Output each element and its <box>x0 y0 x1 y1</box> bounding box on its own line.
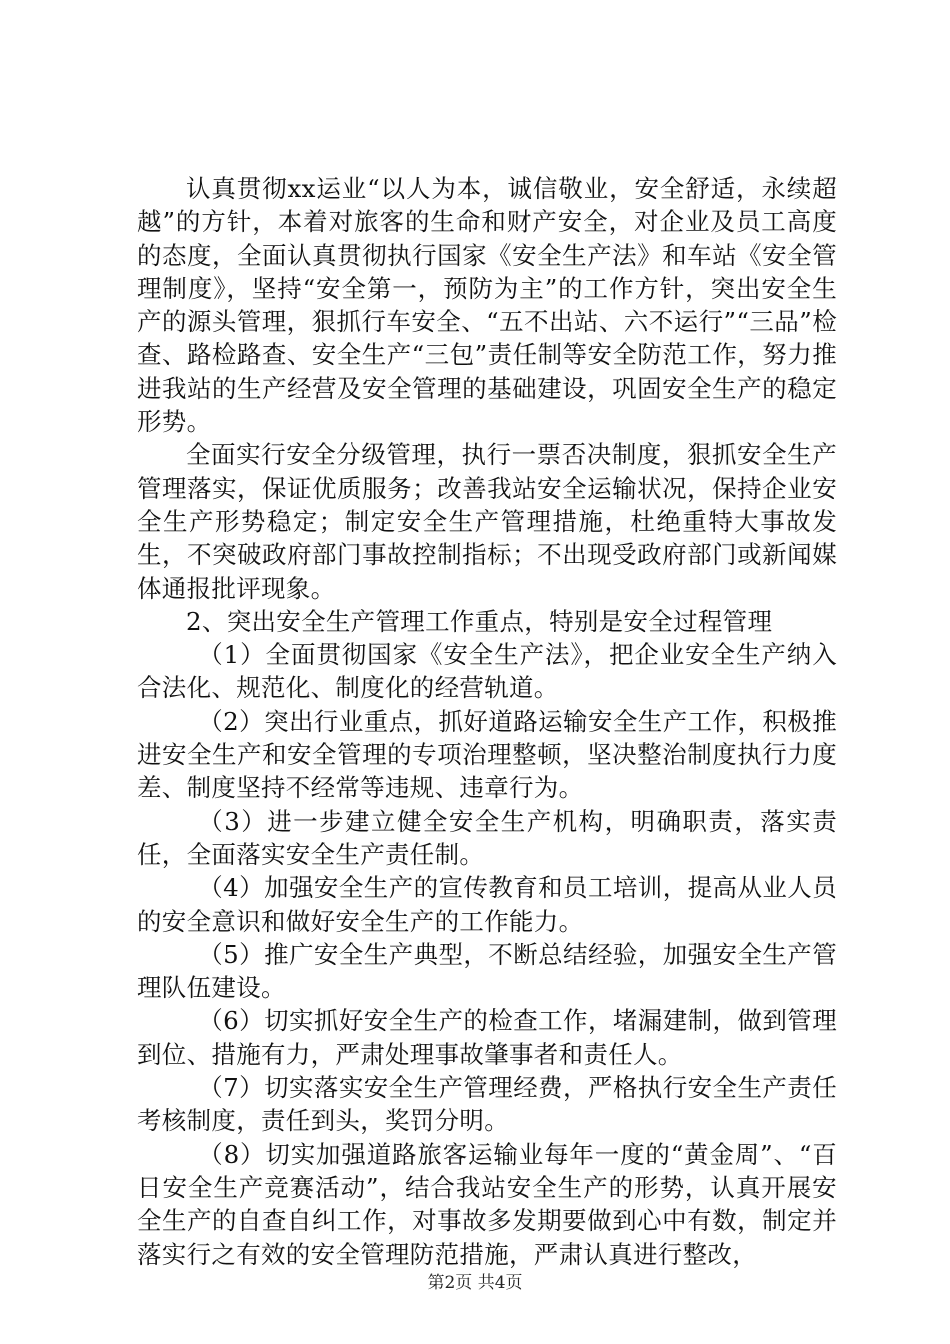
page-footer <box>0 1272 950 1294</box>
list-item: （5）推广安全生产典型，不断总结经验，加强安全生产管理队伍建设。 <box>137 939 837 1003</box>
list-item: （1）全面贯彻国家《安全生产法》，把企业安全生产纳入合法化、规范化、制度化的经营轨道。 <box>137 640 837 703</box>
paragraph-objectives: 全面实行安全分级管理，执行一票否决制度，狠抓安全生产管理落实，保证优质服务；改善我站安全运输状况，保持企业安全生产形势稳定；制定安全生产管理措施，杜绝重特大事故发生，不突破政府部门事故控制指标；不出现受政府部门或新闻媒体通报批评现象。 <box>137 440 837 603</box>
document-body <box>137 172 837 1271</box>
section-heading: 2、突出安全生产管理工作重点，特别是安全过程管理 <box>186 606 773 636</box>
list-item: （8）切实加强道路旅客运输业每年一度的“黄金周”、“百日安全生产竞赛活动”，结合我站安全生产的形势，认真开展安全生产的自查自纠工作，对事故多发期要做到心中有数，制定并落实行之有效的安全管理防范措施，严肃认真进行整改， <box>137 1139 837 1269</box>
list-item: （7）切实落实安全生产管理经费，严格执行安全生产责任考核制度，责任到头，奖罚分明。 <box>137 1073 837 1136</box>
list-item: （3）进一步建立健全安全生产机构，明确职责，落实责任，全面落实安全生产责任制。 <box>137 806 837 869</box>
list-item: （4）加强安全生产的宣传教育和员工培训，提高从业人员的安全意识和做好安全生产的工作能力。 <box>137 873 837 936</box>
list-item: （6）切实抓好安全生产的检查工作，堵漏建制，做到管理到位、措施有力，严肃处理事故肇事者和责任人。 <box>137 1006 837 1069</box>
paragraph-policy: 认真贯彻xx运业“以人为本，诚信敬业，安全舒适，永续超越”的方针，本着对旅客的生命和财产安全，对企业及员工高度的态度，全面认真贯彻执行国家《安全生产法》和车站《安全管理制度》，坚持“安全第一，预防为主”的工作方针，突出安全生产的源头管理，狠抓行车安全、“五不出站、六不运行”“三品”检查、路检路查、安全生产“三包”责任制等安全防范工作，努力推进我站的生产经营及安全管理的基础建设，巩固安全生产的稳定形势。 <box>137 174 838 437</box>
list-item: （2）突出行业重点，抓好道路运输安全生产工作，积极推进安全生产和安全管理的专项治理整顿，坚决整治制度执行力度差、制度坚持不经常等违规、违章行为。 <box>137 706 837 803</box>
page-number-label: 第2页 共4页 <box>427 1273 523 1293</box>
